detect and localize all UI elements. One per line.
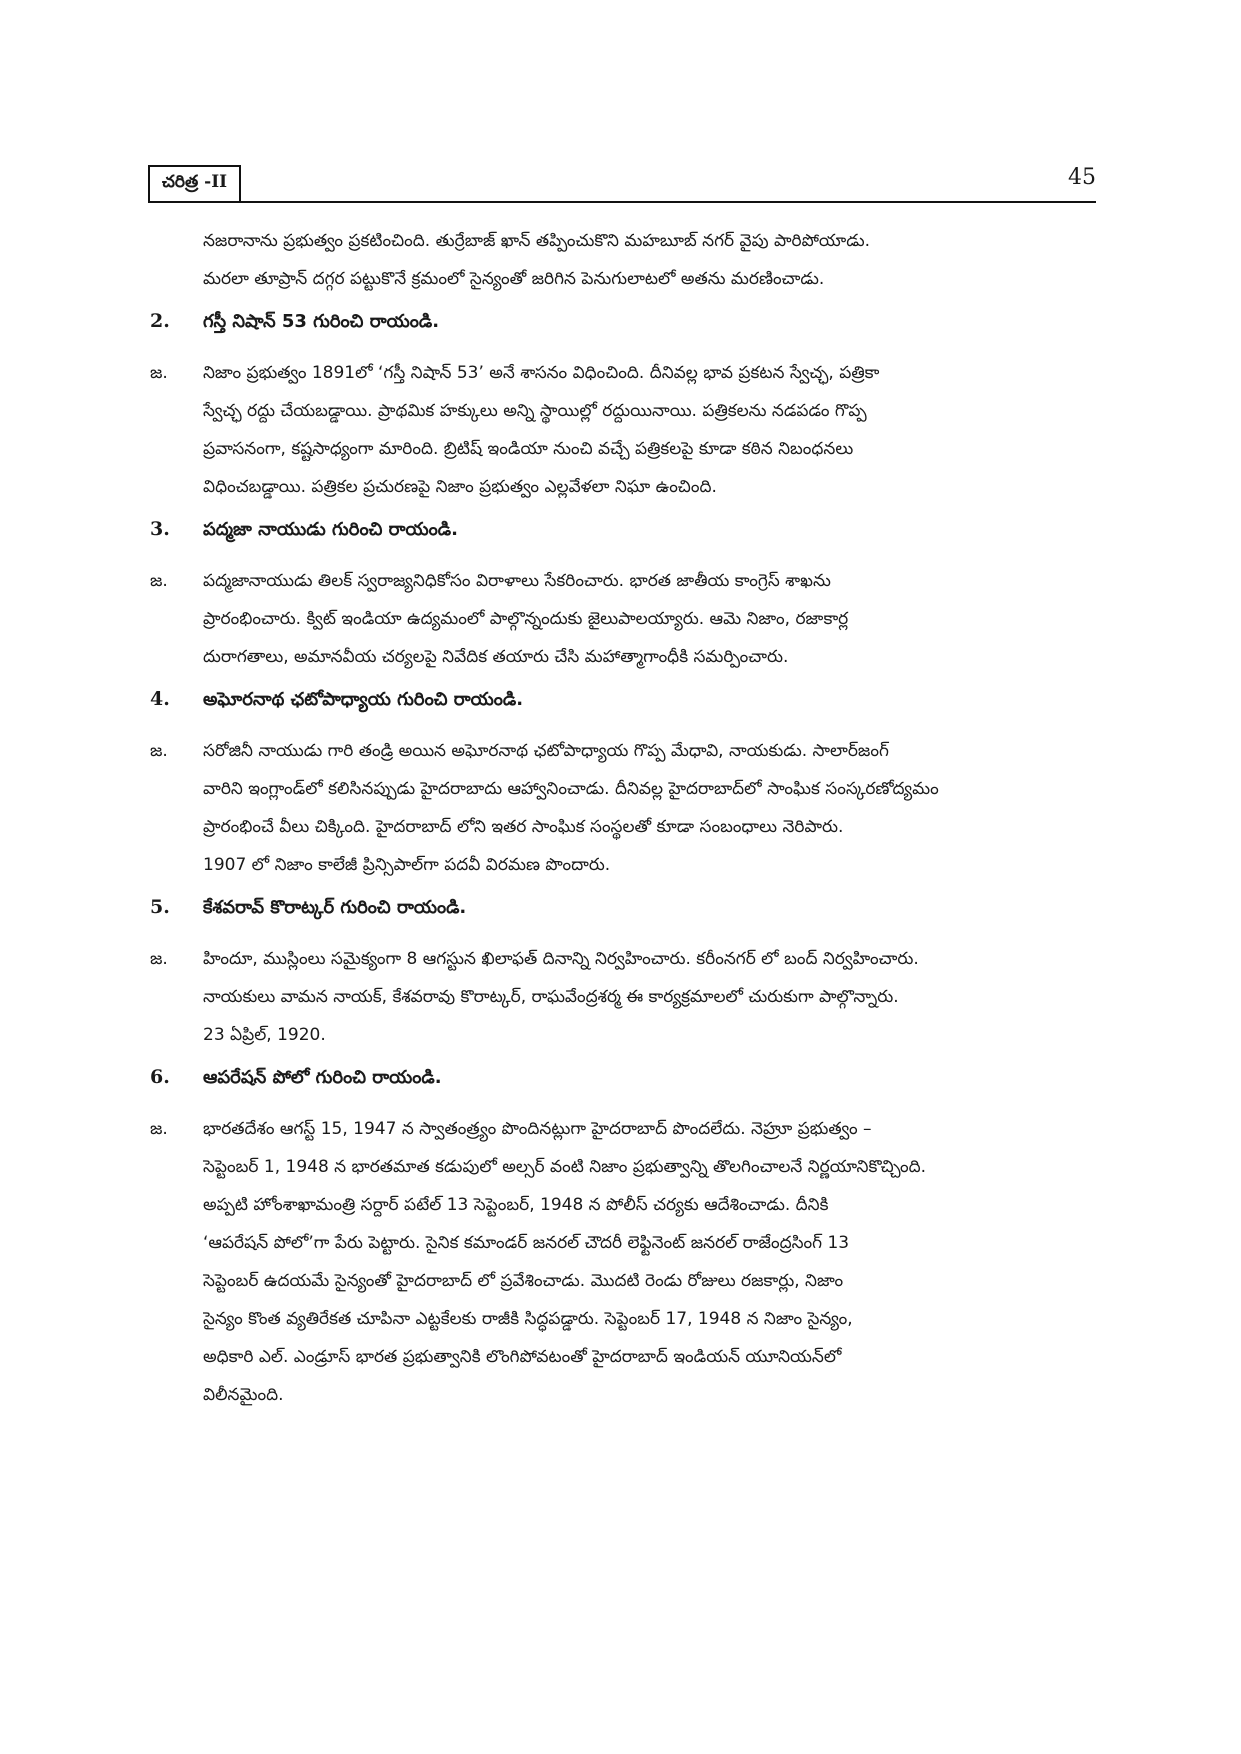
question-block xyxy=(148,688,1096,884)
page-header xyxy=(148,165,1096,201)
question-text: గస్తీ నిషాన్ 53 గురించి రాయండి. xyxy=(203,311,440,332)
text-line: ప్రారంభించారు. క్విట్ ఇండియా ఉద్యమంలో పాల్గొన్నందుకు జైలుపాలయ్యారు. ఆమె నిజాం, రజాకార్ల xyxy=(203,609,849,629)
text-line: విధించబడ్డాయి. పత్రికల ప్రచురణపై నిజాం ప్రభుత్వం ఎల్లవేళలా నిఘా ఉంచింది. xyxy=(203,477,717,497)
answer-marker: జ. xyxy=(150,363,168,383)
text-line: నాయకులు వామన నాయక్, కేశవరావు కొరాట్కర్, రాఘవేంద్రశర్మ ఈ కార్యక్రమాలలో చురుకుగా పాల్గొన్నారు. xyxy=(203,987,899,1007)
answer xyxy=(148,940,1096,1054)
question-heading xyxy=(148,688,1096,728)
answer-body xyxy=(203,1110,1096,1414)
text-line: స్వేచ్ఛ రద్దు చేయబడ్డాయి. ప్రాథమిక హక్కులు అన్ని స్థాయిల్లో రద్దుయినాయి. పత్రికలను నడపడం గొప్ప xyxy=(203,401,867,421)
text-line: సరోజినీ నాయుడు గారి తండ్రి అయిన అఘోరనాథ ఛటోపాధ్యాయ గొప్ప మేధావి, నాయకుడు. సాలార్‌జంగ్ xyxy=(203,741,889,761)
text-line: దురాగతాలు, అమానవీయ చర్యలపై నివేదిక తయారు చేసి మహాత్మాగాంధీకి సమర్పించారు. xyxy=(203,647,789,667)
text-line: సెప్టెంబర్ ఉదయమే సైన్యంతో హైదరాబాద్ లో ప్రవేశించాడు. మొదటి రెండు రోజులు రజకార్లు, నిజాం xyxy=(203,1271,844,1291)
question-text: ఆపరేషన్ పోలో గురించి రాయండి. xyxy=(203,1067,442,1088)
answer xyxy=(148,732,1096,884)
text-line: మరలా తూప్రాన్ దగ్గర పట్టుకొనే క్రమంలో సైన్యంతో జరిగిన పెనుగులాటలో అతను మరణించాడు. xyxy=(203,269,825,289)
answer-body xyxy=(203,354,1096,506)
answer-marker: జ. xyxy=(150,1119,168,1139)
header-divider xyxy=(148,201,1096,203)
answer-body xyxy=(203,732,1096,884)
answer-marker: జ. xyxy=(150,571,168,591)
text-line: సైన్యం కొంత వ్యతిరేకత చూపినా ఎట్టకేలకు రాజీకి సిద్ధపడ్డారు. సెప్టెంబర్ 17, 1948 న నిజాం సైన్యం, xyxy=(203,1309,853,1329)
question-block xyxy=(148,896,1096,1054)
question-block xyxy=(148,1066,1096,1414)
question-heading xyxy=(148,896,1096,936)
subject-label: చరిత్ర -II xyxy=(148,165,241,203)
question-block xyxy=(148,518,1096,676)
answer-marker: జ. xyxy=(150,949,168,969)
text-line: హిందూ, ముస్లింలు సమైక్యంగా 8 ఆగస్టున ఖిలాఫత్ దినాన్ని నిర్వహించారు. కరీంనగర్ లో బంద్ నిర్వహించారు. xyxy=(203,949,919,969)
question-text: కేశవరావ్ కొరాట్కర్ గురించి రాయండి. xyxy=(203,897,467,918)
question-heading xyxy=(148,310,1096,350)
page-content xyxy=(148,222,1096,1414)
answer-marker: జ. xyxy=(150,741,168,761)
question-number: 4. xyxy=(150,688,170,710)
question-block xyxy=(148,310,1096,506)
text-line: భారతదేశం ఆగస్ట్ 15, 1947 న స్వాతంత్ర్యం పొందినట్లుగా హైదరాబాద్ పొందలేదు. నెహ్రూ ప్రభుత్వం – xyxy=(203,1119,872,1139)
text-line: విలీనమైంది. xyxy=(203,1385,284,1405)
question-heading xyxy=(148,1066,1096,1106)
text-line: పద్మజానాయుడు తిలక్ స్వరాజ్యనిధికోసం విరాళాలు సేకరించారు. భారత జాతీయ కాంగ్రెస్ శాఖను xyxy=(203,571,831,591)
text-line: ‘ఆపరేషన్ పోలో’గా పేరు పెట్టారు. సైనిక కమాండర్ జనరల్ చౌదరీ లెఫ్టినెంట్ జనరల్ రాజేంద్రసింగ్ 13 xyxy=(203,1233,850,1253)
text-line: 1907 లో నిజాం కాలేజీ ప్రిన్సిపాల్‌గా పదవీ విరమణ పొందారు. xyxy=(203,855,611,875)
text-line: నజరానాను ప్రభుత్వం ప్రకటించింది. తుర్రేబాజ్ ఖాన్ తప్పించుకొని మహబూబ్ నగర్ వైపు పారిపోయాడు. xyxy=(203,231,871,251)
answer xyxy=(148,562,1096,676)
page-number: 45 xyxy=(1068,165,1096,190)
answer-body xyxy=(203,562,1096,676)
text-line: వారిని ఇంగ్లాండ్‌లో కలిసినప్పుడు హైదరాబాదు ఆహ్వానించాడు. దీనివల్ల హైదరాబాద్‌లో సాంఘిక సంస్కరణోద్యమం xyxy=(203,779,939,799)
text-line: నిజాం ప్రభుత్వం 1891లో ‘గస్తీ నిషాన్ 53’ అనే శాసనం విధించింది. దీనివల్ల భావ ప్రకటన స్వేచ్ఛ, పత్రికా xyxy=(203,363,880,383)
question-number: 2. xyxy=(150,310,170,332)
question-number: 6. xyxy=(150,1066,170,1088)
text-line: ప్రారంభించే వీలు చిక్కింది. హైదరాబాద్ లోని ఇతర సాంఘిక సంస్థలతో కూడా సంబంధాలు నెరిపారు. xyxy=(203,817,844,837)
answer xyxy=(148,354,1096,506)
question-number: 5. xyxy=(150,896,170,918)
text-line: సెప్టెంబర్ 1, 1948 న భారతమాత కడుపులో అల్సర్ వంటి నిజాం ప్రభుత్వాన్ని తొలగించాలనే నిర్ణయానికొచ్చింది. xyxy=(203,1157,927,1177)
question-text: అఘోరనాథ ఛటోపాధ్యాయ గురించి రాయండి. xyxy=(203,689,524,710)
text-line: అప్పటి హోంశాఖామంత్రి సర్దార్ పటేల్ 13 సెప్టెంబర్, 1948 న పోలీస్ చర్యకు ఆదేశించాడు. దీనికి xyxy=(203,1195,829,1215)
text-line: 23 ఏప్రిల్, 1920. xyxy=(203,1025,326,1045)
text-line: అధికారి ఎల్. ఎండ్రూస్ భారత ప్రభుత్వానికి లొంగిపోవటంతో హైదరాబాద్ ఇండియన్ యూనియన్‌లో xyxy=(203,1347,842,1367)
answer-body xyxy=(203,940,1096,1054)
question-heading xyxy=(148,518,1096,558)
continued-answer xyxy=(148,222,1096,298)
answer xyxy=(148,1110,1096,1414)
text-line: ప్రవాసనంగా, కష్టసాధ్యంగా మారింది. బ్రిటిష్ ఇండియా నుంచి వచ్చే పత్రికలపై కూడా కఠిన నిబంధనలు xyxy=(203,439,854,459)
question-text: పద్మజా నాయుడు గురించి రాయండి. xyxy=(203,519,458,540)
question-number: 3. xyxy=(150,518,170,540)
